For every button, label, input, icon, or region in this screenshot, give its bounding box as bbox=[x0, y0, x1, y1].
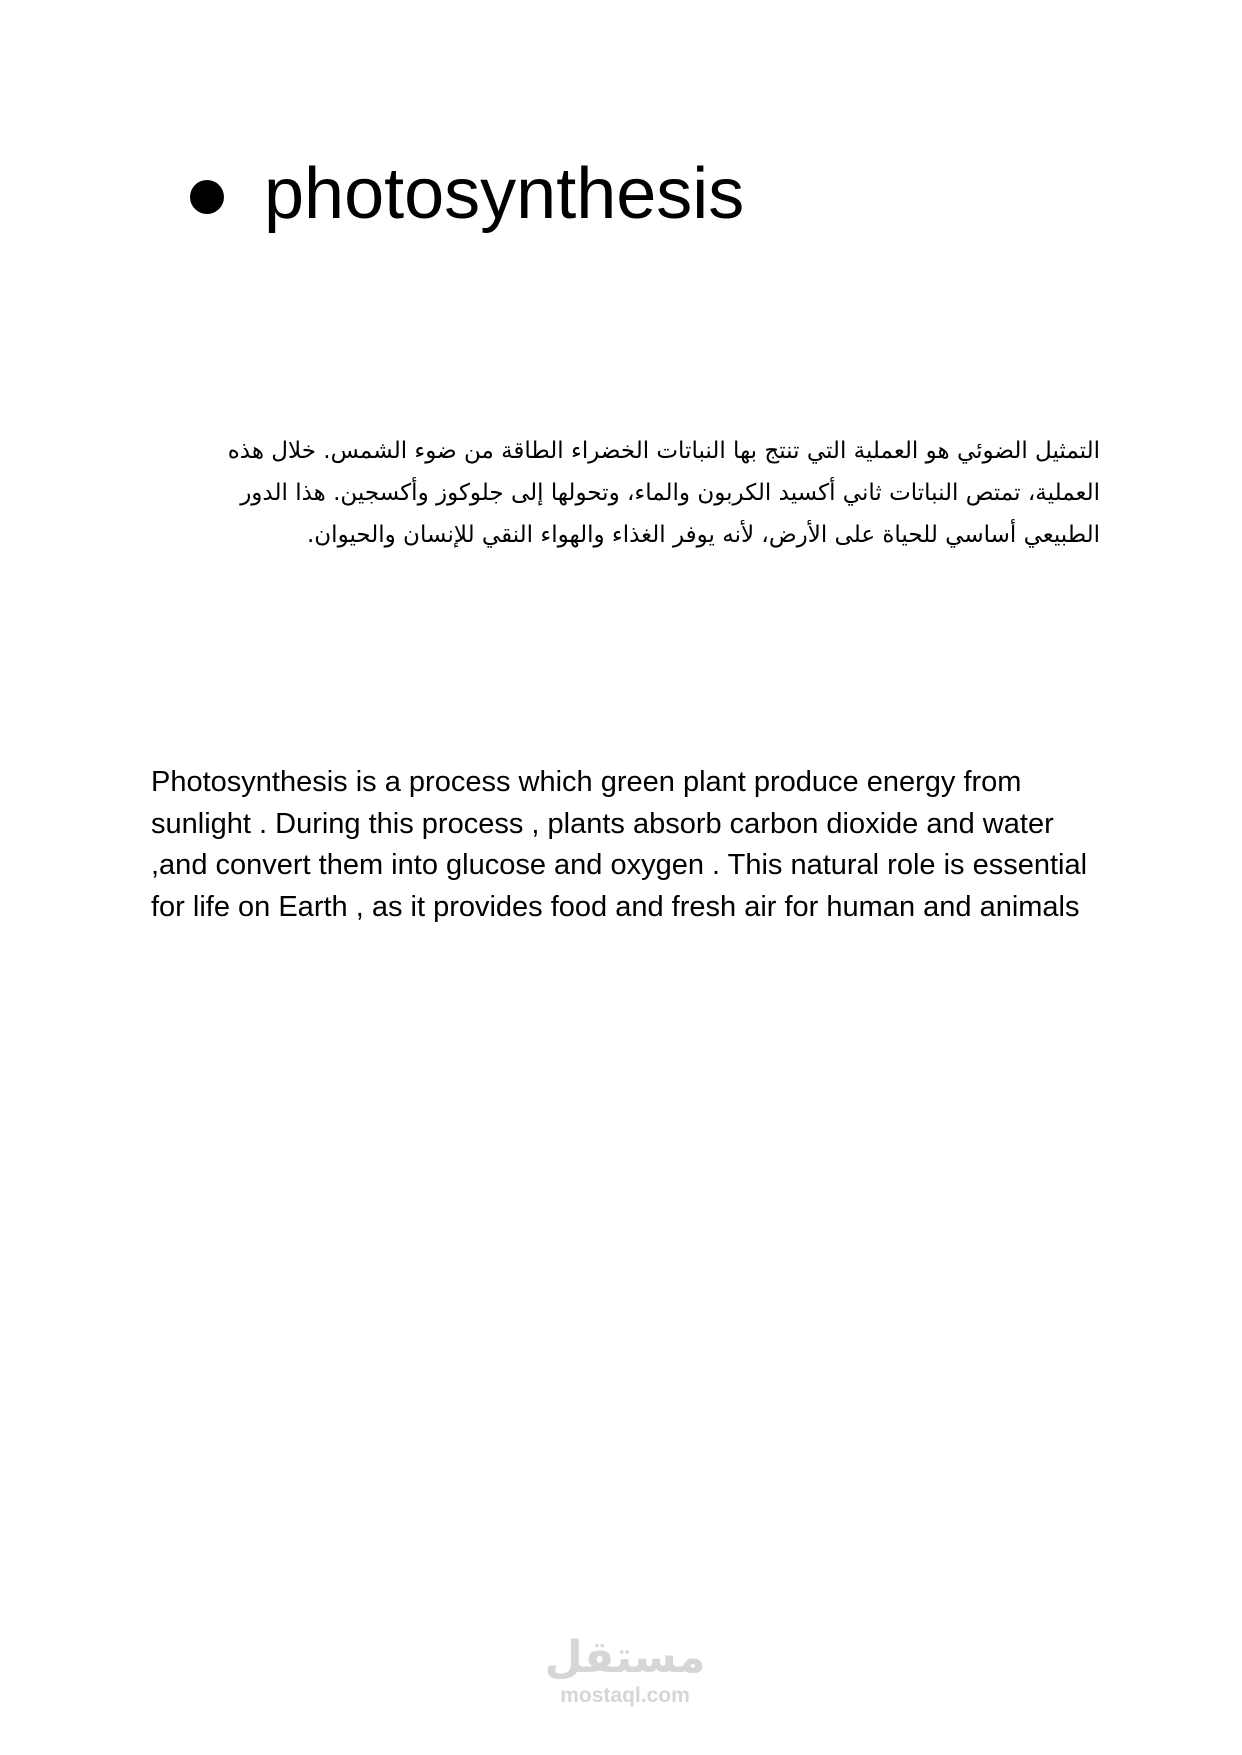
english-paragraph: Photosynthesis is a process which green plant produce energy from sunlight . During this process , plants absorb carbon dioxide and water ,and convert them into glucose and oxygen . This natural role is essential for life on Earth , as it provides food and fresh air for human and animals bbox=[151, 766, 1088, 923]
watermark-logo-text: مستقل bbox=[544, 1632, 706, 1683]
mostaql-watermark bbox=[540, 1632, 710, 1708]
watermark-domain: mostaql.com bbox=[560, 1684, 690, 1707]
arabic-paragraph: التمثيل الضوئي هو العملية التي تنتج بها النباتات الخضراء الطاقة من ضوء الشمس. خلال هذه العملية، تمتص النباتات ثاني أكسيد الكربون والماء، وتحولها إلى جلوكوز وأكسجين. هذا الدور الطبيعي أساسي للحياة على الأرض، لأنه يوفر الغذاء والهواء النقي للإنسان والحيوان. bbox=[227, 438, 1100, 548]
heading-text: photosynthesis bbox=[264, 154, 745, 234]
page-heading bbox=[190, 150, 744, 238]
bullet-icon bbox=[190, 180, 224, 214]
